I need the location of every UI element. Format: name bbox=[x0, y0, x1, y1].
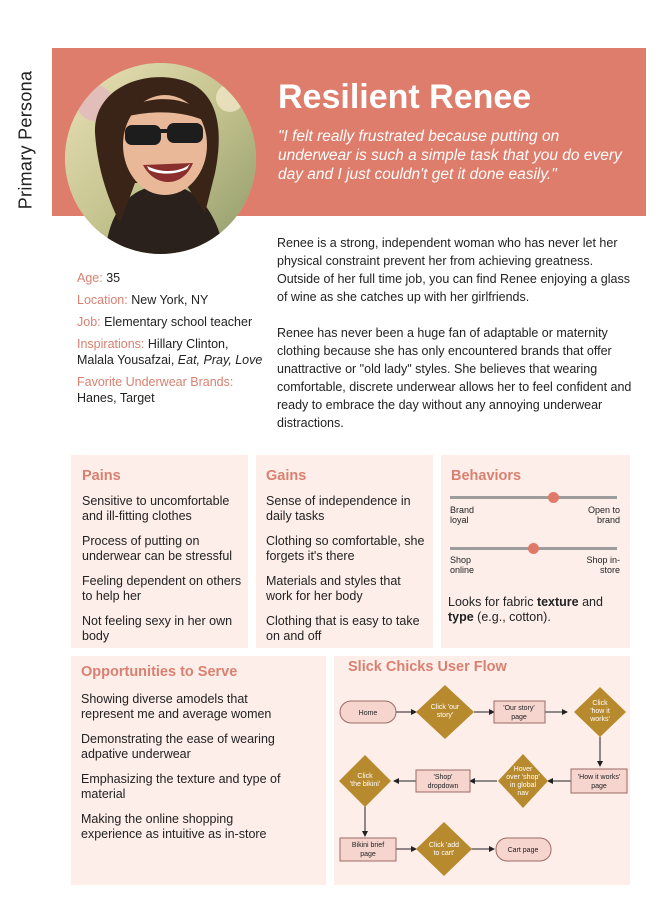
gain-item: Sense of independence in daily tasks bbox=[266, 494, 411, 523]
svg-text:'Shop': 'Shop' bbox=[433, 774, 453, 781]
slider-left-label: Brand loyal bbox=[450, 505, 475, 525]
svg-text:nav: nav bbox=[517, 790, 529, 797]
svg-text:'Our story': 'Our story' bbox=[503, 705, 535, 712]
svg-text:'the bikini': 'the bikini' bbox=[349, 781, 381, 788]
svg-text:'How it works': 'How it works' bbox=[577, 774, 621, 781]
opportunities-title: Opportunities to Serve bbox=[81, 664, 238, 680]
brand-loyalty-slider bbox=[450, 496, 617, 499]
svg-text:dropdown: dropdown bbox=[427, 783, 459, 790]
fact-location: Location: New York, NY bbox=[77, 293, 209, 307]
gains-title: Gains bbox=[266, 468, 307, 484]
opportunity-item: Showing diverse amodels that represent me and average women bbox=[81, 692, 272, 721]
svg-text:in global: in global bbox=[509, 782, 537, 789]
persona-photo bbox=[65, 63, 256, 254]
pains-title: Pains bbox=[82, 468, 121, 484]
opportunity-item: Making the online shopping experience as intuitive as in-store bbox=[81, 812, 267, 841]
svg-text:Cart page: Cart page bbox=[507, 847, 539, 854]
gain-item: Materials and styles that work for her body bbox=[266, 574, 401, 603]
user-flow-title: Slick Chicks User Flow bbox=[348, 659, 507, 675]
opportunities-card bbox=[71, 656, 326, 885]
svg-text:page: page bbox=[591, 783, 607, 790]
persona-name: Resilient Renee bbox=[278, 78, 532, 116]
primary-persona-label: Primary Persona bbox=[15, 70, 36, 210]
behaviors-card bbox=[441, 455, 630, 648]
gain-item: Clothing that is easy to take on and off bbox=[266, 614, 420, 643]
svg-text:Click 'our: Click 'our bbox=[430, 704, 460, 711]
slider-left-label: Shop online bbox=[450, 555, 475, 575]
svg-text:'how it: 'how it bbox=[590, 708, 610, 715]
pains-card bbox=[71, 455, 248, 648]
fact-age: Age: 35 bbox=[77, 271, 121, 285]
persona-bio bbox=[277, 234, 632, 450]
pain-item: Feeling dependent on others to help her bbox=[82, 574, 242, 603]
svg-text:works': works' bbox=[590, 716, 610, 723]
svg-text:page: page bbox=[360, 851, 376, 858]
pain-item: Sensitive to uncomfortable and ill-fitting clothes bbox=[82, 494, 230, 523]
pain-item: Process of putting on underwear can be stressful bbox=[82, 534, 233, 563]
svg-text:Click: Click bbox=[592, 700, 608, 707]
svg-text:Hover: Hover bbox=[513, 766, 533, 773]
slider-right-label: Shop in-store bbox=[586, 555, 620, 575]
svg-text:Click: Click bbox=[357, 773, 373, 780]
svg-text:over 'shop': over 'shop' bbox=[506, 774, 540, 781]
fact-brands: Favorite Underwear Brands: Hanes, Target bbox=[77, 375, 234, 405]
gain-item: Clothing so comfortable, she forgets it's there bbox=[266, 534, 425, 563]
behaviors-title: Behaviors bbox=[451, 468, 522, 484]
brand-loyalty-slider-handle bbox=[548, 492, 559, 503]
opportunity-item: Demonstrating the ease of wearing adpative underwear bbox=[81, 732, 275, 761]
opportunity-item: Emphasizing the texture and type of material bbox=[81, 772, 281, 801]
bio-paragraph: Renee is a strong, independent woman who has never let her physical constraint prevent her from achieving greatness. Outside of her full time job, you can find Renee enjoying a glass of wine as she catches up with her girlfriends. bbox=[277, 236, 630, 304]
fact-job: Job: Elementary school teacher bbox=[77, 315, 253, 329]
behavior-note: Looks for fabric texture and type (e.g., cotton). bbox=[448, 595, 603, 624]
svg-text:page: page bbox=[511, 714, 527, 721]
svg-text:story': story' bbox=[436, 712, 454, 719]
svg-text:to cart': to cart' bbox=[433, 850, 455, 857]
flow-home: Home bbox=[358, 710, 378, 717]
bio-paragraph: Renee has never been a huge fan of adaptable or maternity clothing because she has only encountered brands that offer unattractive or "old lady" styles. She believes that wearing comfortable, discrete underwear allows her to feel confident and ready to embrace the day without any annoying underwear distractions. bbox=[277, 326, 632, 430]
fact-inspirations: Inspirations: Hillary Clinton, Malala Yousafzai, Eat, Pray, Love bbox=[77, 337, 263, 367]
shopping-channel-slider-handle bbox=[528, 543, 539, 554]
svg-text:Click 'add: Click 'add bbox=[428, 842, 460, 849]
user-flow-card bbox=[334, 656, 630, 885]
persona-facts bbox=[77, 270, 267, 412]
pain-item: Not feeling sexy in her own body bbox=[82, 614, 233, 643]
user-flow-diagram bbox=[334, 656, 630, 885]
gains-card bbox=[256, 455, 433, 648]
svg-text:Bikini brief: Bikini brief bbox=[351, 842, 385, 849]
persona-quote: "I felt really frustrated because putting on underwear is such a simple task that you do every day and I just couldn't get it done easily." bbox=[278, 128, 622, 183]
slider-right-label: Open to brand bbox=[587, 505, 620, 525]
